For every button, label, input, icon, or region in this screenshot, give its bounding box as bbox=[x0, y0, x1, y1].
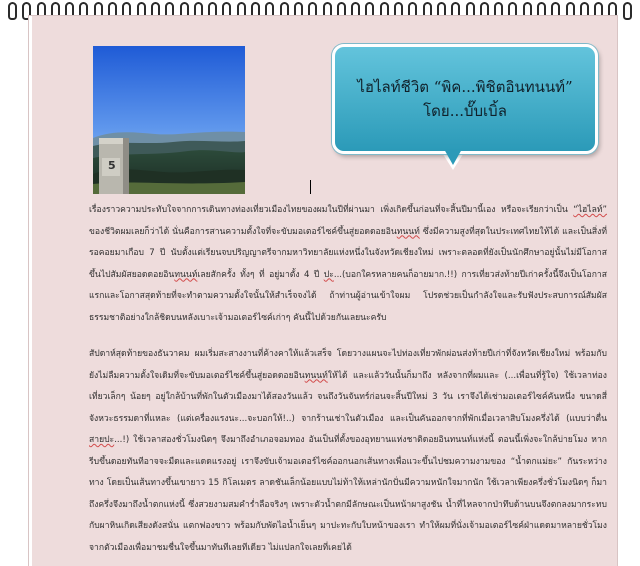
spellcheck-word: สายปะ bbox=[89, 435, 115, 445]
spiral-ring bbox=[623, 2, 632, 20]
text-run: ให้ได้ และแล้ววันนั้นก็มาถึง หลังจากที่ผมและ (...เพื่อนที่รู้ใจ) ใช้เวลาท่องเที่ยวเล็กๆ น้อยๆ อยู่ใกล้บ้านที่พักในตัวเมืองมาได้สองวันแล้ว จนถึงวันจันทร์ก่อนจะสิ้นปีใหม่ 3 วัน เราจึงได้เช่ามอเตอร์ไซค์คันหนึ่ง ขนาดสี่จังหวะธรรมดาที่แหละ (แต่เครื่องแรงนะ...จะบอกให้!..) จากร้านเช่าในตัวเมือง และเป็นคันออกจากที่พักเมื่อเวลาสิบโมงครึ่งได้ (แบบว่าตื่น bbox=[89, 370, 607, 424]
paragraph-1 bbox=[55, 200, 607, 329]
text-run: ซึ่งมีความสูงที่สุดในประเทศไทยให้ได้ และเป็นสิ่งที่รอคอยมาเกือบ 7 ปี นับตั้งแต่เรียนจบปริญญาตรีจากมหาวิทยาลัยแห่งหนึ่งในจังหวัดเชียงใหม่ เพราะตลอดที่ยังเป็นนักศึกษาอยู่นั้นไม่มีโอกาสขึ้นไปสัมผัสยอดดอยอิน bbox=[89, 226, 607, 280]
marker-number: 5 bbox=[108, 159, 116, 172]
spellcheck-word: “ไฮไลท์” bbox=[573, 205, 607, 215]
article-body bbox=[55, 200, 607, 559]
notebook-page bbox=[29, 16, 617, 566]
title-author: โดย...บั๊บเบิ้ล bbox=[423, 102, 507, 120]
spellcheck-word: ทนนท์ bbox=[396, 226, 420, 237]
text-run: สัปดาห์สุดท้ายของธันวาคม ผมเริ่มสะสางงานที่ค้างคาให้แล้วเสร็จ โดยวางแผนจะไปท่องเที่ยวพักผ่อนส่งท้ายปีเก่าที่จังหวัดเชียงใหม่ พร้อมกับยังไม่ลืมความตั้งใจเดิมที่จะขับมอเตอร์ไซค์ขึ้นสู่ยอดดอยอิน bbox=[89, 349, 607, 381]
text-cursor bbox=[310, 180, 311, 194]
spellcheck-word: ทนนท์ bbox=[174, 269, 198, 280]
title-line-1: ไฮไลท์ชีวิต “พิค...พิชิตอินทนนท์” bbox=[357, 78, 573, 96]
mountain-photo bbox=[93, 46, 245, 194]
text-run: ของชีวิตผมเลยก็ว่าได้ นั่นคือการสานความตั้งใจที่จะขับมอเตอร์ไซค์ขึ้นสู่ยอดดอยอิน bbox=[89, 226, 397, 237]
spiral-ring bbox=[8, 2, 17, 20]
text-run: ...!) ใช้เวลาสองชั่วโมงนิดๆ จึงมาถึงอำเภอจอมทอง อันเป็นที่ตั้งของอุทยานแห่งชาติดอยอินทนนท์แห่งนี้ ตอนนี้เพิ่งจะใกล้บ่ายโมง หากรีบขึ้นดอยทันทีอาจจะมืดและแดดแรงอยู่ เราจึงขับเจ้ามอเตอร์ไซค์ออกนอกเส้นทางเพื่อแวะขึ้นไปชมความงามของ “น้ำตกแม่ยะ” กันระหว่างทาง โดยเป็นเส้นทางขึ้นเขายาว 15 กิโลเมตร ลาดชันเล็กน้อยแบบไม่ท้าให้เหล่านักปั่นมีความหนักใจมากนัก ใช้เวลาเพียงครึ่งชั่วโมงนิดๆ ก็มาถึงครึ่งจึงมาถึงน้ำตกแห่งนี้ ซึ่งสวยงามสมคำร่ำลือจริงๆ เพราะตัวน้ำตกมีลักษณะเป็นหน้าผาสูงชัน น้ำที่ไหลจากป่าทึบด้านบนจึงตกลงมากระทบกับผาหินเกิดเสียงดังสนั่น แตกฟองขาว พร้อมกับพัดไอน้ำเย็นๆ มาปะทะกับใบหน้าของเรา ทำให้ผมที่นั่งเจ้ามอเตอร์ไซค์ฝ่าแดดมาหลายชั่วโมงจากตัวเมืองเพื่อมาชมชื่นใจขึ้นมาทันทีเลยทีเดียว ไม่แปลกใจเลยที่เคยได้ bbox=[89, 435, 607, 553]
text-run: ...(บอกใครหลายคนก็อายมาก.!!) การเที่ยวส่งท้ายปีเก่าครั้งนี้จึงเป็นโอกาสแรกและโอกาสสุดท้ายที่จะทำตามความตั้งใจนั้นให้สำเร็จจงได้ ถ้าท่านผู้อ่านเข้าใจผม โปรดช่วยเป็นกำลังใจและรับฟังประสบการณ์สัมผัสธรรมชาติอย่างใกล้ชิดบนหลังเบาะเจ้ามอเตอร์ไซค์เก่าๆ คันนี้ไปด้วยกันเลยนะครับ bbox=[89, 269, 607, 323]
title-callout bbox=[332, 44, 598, 154]
text-run: เรื่องราวความประทับใจจากการเดินทางท่องเที่ยวเมืองไทยของผมในปีที่ผ่านมา เพิ่งเกิดขึ้นก่อนที่จะสิ้นปีมานี้เอง หรือจะเรียกว่าเป็น bbox=[89, 205, 574, 215]
bubble-tail bbox=[444, 149, 462, 165]
mountain-photo-image bbox=[93, 46, 245, 194]
text-run: เลยสักครั้ง ทั้งๆ ที่ อยู่มาตั้ง 4 ปี bbox=[197, 269, 324, 280]
spellcheck-word: ทนนท์ bbox=[304, 370, 328, 381]
paragraph-2 bbox=[55, 344, 607, 559]
spellcheck-word: ปะ bbox=[323, 269, 334, 280]
